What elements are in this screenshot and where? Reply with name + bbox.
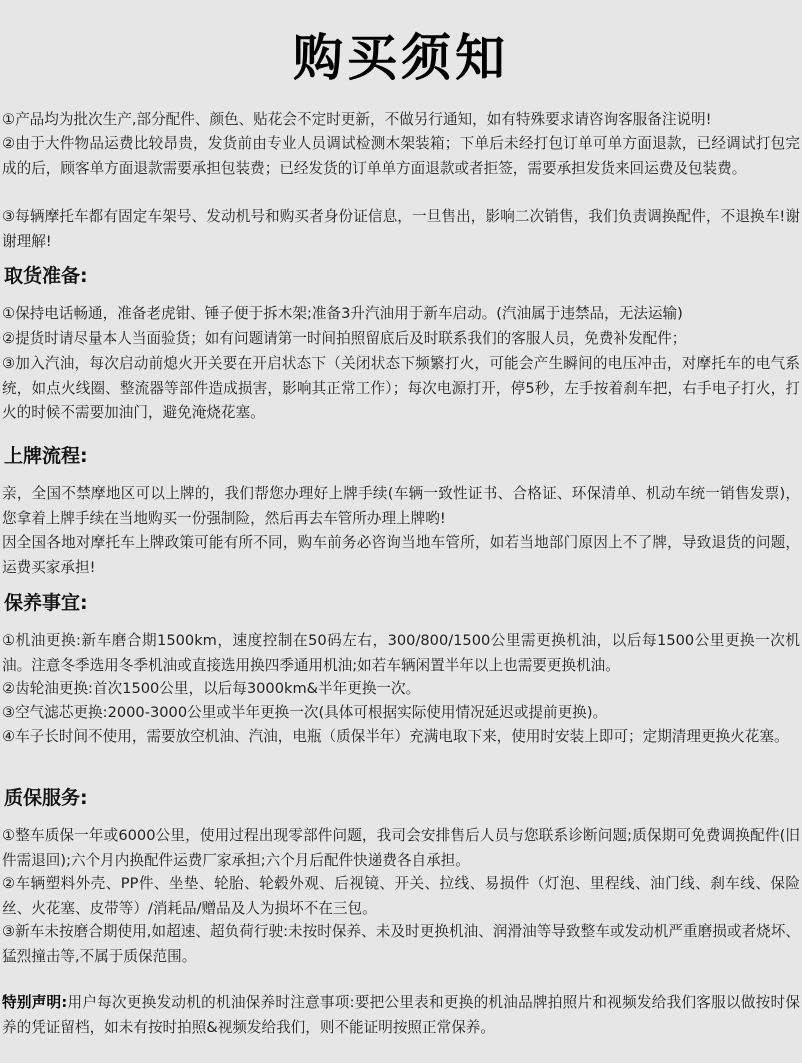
maintenance-item-3: ③空气滤芯更换:2000-3000公里或半年更换一次(具体可根据实际使用情况延迟或提前更换)。 — [2, 704, 608, 721]
registration-item-1: 亲，全国不禁摩地区可以上牌的，我们帮您办理好上牌手续(车辆一致性证书、合格证、环保清单、机动车统一销售发票)，您拿着上牌手续在当地购买一份强制险，然后再去车管所办理上牌哟! — [2, 485, 800, 527]
special-note — [2, 991, 800, 1040]
maintenance-item-1: ①机油更换:新车磨合期1500km，速度控制在50码左右，300/800/1500公里需更换机油，以后每1500公里更换一次机油。注意冬季选用冬季机油或直接选用换四季通用机油;如若车辆闲置半年以上也需要更换机油。 — [2, 632, 800, 674]
warranty-item-3: ③新车未按磨合期使用,如超速、超负荷行驶:未按时保养、未及时更换机油、润滑油等导致整车或发动机严重磨损或者烧坏、猛烈撞击等,不属于质保范围。 — [2, 923, 800, 965]
registration-item-2: 因全国各地对摩托车上牌政策可能有所不同，购车前务必咨询当地车管所，如若当地部门原因上不了牌，导致退货的问题，运费买家承担! — [2, 534, 800, 576]
special-note-label: 特别声明: — [2, 994, 68, 1011]
warranty-item-1: ①整车质保一年或6000公里，使用过程出现零部件问题，我司会安排售后人员与您联系诊断问题;质保期可免费调换配件(旧件需退回);六个月内换配件运费厂家承担;六个月后配件快递费各自承担。 — [2, 827, 800, 869]
section-heading-registration: 上牌流程: — [4, 445, 88, 467]
intro-item-1: ①产品均为批次生产,部分配件、颜色、贴花会不定时更新，不做另行通知，如有特殊要求请咨询客服备注说明! — [2, 111, 712, 128]
pickup-item-1: ①保持电话畅通，准备老虎钳、锤子便于拆木架;准备3升汽油用于新车启动。(汽油属于违禁品，无法运输) — [2, 305, 683, 322]
section-heading-maintenance: 保养事宜: — [4, 592, 88, 614]
section-heading-warranty: 质保服务: — [4, 787, 88, 809]
section-heading-pickup: 取货准备: — [4, 265, 88, 287]
intro-item-2: ②由于大件物品运费比较昂贵，发货前由专业人员调试检测木架装箱；下单后未经打包订单可单方面退款，已经调试打包完成的后，顾客单方面退款需要承担包装费；已经发货的订单单方面退款或者拒签，需要承担发货来回运费及包装费。 — [2, 135, 800, 177]
special-note-text: 用户每次更换发动机的机油保养时注意事项:要把公里表和更换的机油品牌拍照片和视频发给我们客服以做按时保养的凭证留档，如未有按时拍照&视频发给我们，则不能证明按照正常保养。 — [2, 994, 800, 1036]
pickup-item-3: ③加入汽油，每次启动前熄火开关要在开启状态下（关闭状态下频繁打火，可能会产生瞬间的电压冲击，对摩托车的电气系统，如点火线圈、整流器等部件造成损害，影响其正常工作）；每次电源打开，停5秒，左手按着刹车把，右手电子打火，打火的时候不需要加油门，避免淹烧花塞。 — [2, 355, 800, 421]
maintenance-item-4: ④车子长时间不使用，需要放空机油、汽油，电瓶（质保半年）充满电取下来，使用时安装上即可；定期清理更换火花塞。 — [2, 728, 789, 745]
warranty-item-2: ②车辆塑料外壳、PP件、坐垫、轮胎、轮毂外观、后视镜、开关、拉线、易损件（灯泡、里程线、油门线、刹车线、保险丝、火花塞、皮带等）/消耗品/赠品及人为损坏不在三包。 — [2, 875, 800, 917]
pickup-item-2: ②提货时请尽量本人当面验货；如有问题请第一时间拍照留底后及时联系我们的客服人员，免费补发配件； — [2, 330, 687, 347]
maintenance-item-2: ②齿轮油更换:首次1500公里，以后每3000km&半年更换一次。 — [2, 680, 421, 697]
page-title: 购买须知 — [293, 29, 509, 87]
intro-item-3: ③每辆摩托车都有固定车架号、发动机号和购买者身份证信息，一旦售出，影响二次销售，我们负责调换配件，不退换车!谢谢理解! — [2, 208, 800, 250]
